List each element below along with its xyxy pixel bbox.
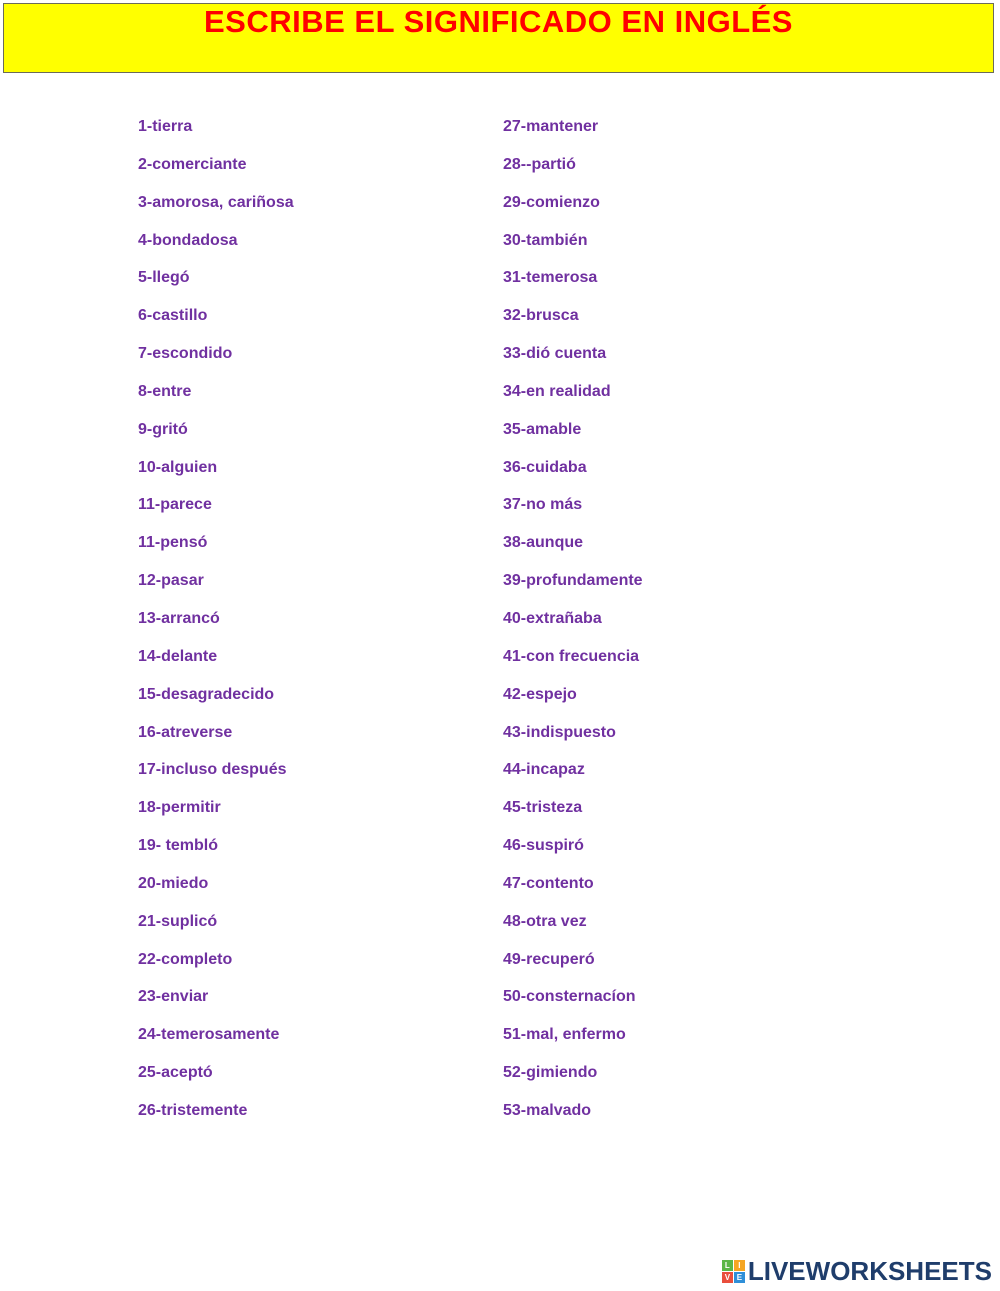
vocabulary-item: 53-malvado bbox=[503, 1101, 592, 1119]
vocabulary-item: 21-suplicó bbox=[138, 912, 218, 930]
logo-text: LIVEWORKSHEETS bbox=[747, 1256, 992, 1286]
vocabulary-item: 34-en realidad bbox=[503, 382, 611, 400]
vocabulary-item: 5-llegó bbox=[138, 269, 190, 287]
vocabulary-item: 37-no más bbox=[503, 496, 583, 514]
vocabulary-list-right bbox=[503, 116, 643, 1138]
vocabulary-item: 48-otra vez bbox=[503, 912, 587, 930]
vocabulary-item: 15-desagradecido bbox=[138, 685, 275, 703]
vocabulary-item: 3-amorosa, cariñosa bbox=[138, 193, 294, 211]
vocabulary-item: 14-delante bbox=[138, 647, 218, 665]
vocabulary-item: 1-tierra bbox=[138, 118, 193, 135]
vocabulary-item: 44-incapaz bbox=[503, 761, 585, 779]
logo-mark-cell: L bbox=[722, 1260, 733, 1271]
logo-mark-cell: V bbox=[722, 1272, 733, 1283]
vocabulary-item: 38-aunque bbox=[503, 534, 584, 552]
vocabulary-item: 33-dió cuenta bbox=[503, 345, 607, 363]
vocabulary-item: 46-suspiró bbox=[503, 837, 584, 855]
vocabulary-item: 9-gritó bbox=[138, 420, 188, 438]
vocabulary-item: 28--partió bbox=[503, 155, 576, 173]
vocabulary-item: 23-enviar bbox=[138, 988, 209, 1006]
vocabulary-item: 13-arrancó bbox=[138, 609, 220, 627]
liveworksheets-logo-icon bbox=[722, 1260, 745, 1283]
vocabulary-item: 18-permitir bbox=[138, 799, 221, 817]
vocabulary-item: 26-tristemente bbox=[138, 1101, 248, 1119]
vocabulary-item: 12-pasar bbox=[138, 572, 204, 590]
vocabulary-item: 49-recuperó bbox=[503, 950, 595, 968]
vocabulary-item: 10-alguien bbox=[138, 458, 218, 476]
vocabulary-item: 51-mal, enfermo bbox=[503, 1026, 626, 1044]
vocabulary-item: 11-pensó bbox=[138, 534, 208, 552]
page-title: ESCRIBE EL SIGNIFICADO EN INGLÉS bbox=[203, 3, 793, 39]
vocabulary-item: 43-indispuesto bbox=[503, 723, 616, 741]
vocabulary-item: 24-temerosamente bbox=[138, 1026, 280, 1044]
vocabulary-item: 50-consternacíon bbox=[503, 988, 636, 1006]
vocabulary-item: 35-amable bbox=[503, 420, 582, 438]
vocabulary-item: 20-miedo bbox=[138, 874, 209, 892]
vocabulary-item: 36-cuidaba bbox=[503, 458, 587, 476]
logo-mark-cell: E bbox=[734, 1272, 745, 1283]
logo-mark-cell: I bbox=[734, 1260, 745, 1271]
vocabulary-item: 6-castillo bbox=[138, 307, 208, 325]
vocabulary-item: 22-completo bbox=[138, 950, 233, 968]
vocabulary-item: 47-contento bbox=[503, 874, 594, 892]
vocabulary-item: 42-espejo bbox=[503, 685, 577, 703]
vocabulary-item: 45-tristeza bbox=[503, 799, 583, 817]
vocabulary-item: 41-con frecuencia bbox=[503, 647, 640, 665]
vocabulary-item: 25-aceptó bbox=[138, 1064, 213, 1082]
vocabulary-item: 8-entre bbox=[138, 382, 192, 400]
vocabulary-item: 17-incluso después bbox=[138, 761, 287, 779]
liveworksheets-logo bbox=[722, 1256, 992, 1287]
title-banner bbox=[3, 3, 994, 73]
vocabulary-item: 11-parece bbox=[138, 496, 212, 514]
vocabulary-item: 16-atreverse bbox=[138, 723, 233, 741]
vocabulary-item: 52-gimiendo bbox=[503, 1064, 598, 1082]
vocabulary-item: 31-temerosa bbox=[503, 269, 598, 287]
vocabulary-item: 29-comienzo bbox=[503, 193, 600, 211]
vocabulary-item: 2-comerciante bbox=[138, 155, 247, 173]
vocabulary-item: 32-brusca bbox=[503, 307, 579, 325]
vocabulary-item: 27-mantener bbox=[503, 118, 599, 135]
vocabulary-item: 4-bondadosa bbox=[138, 231, 238, 249]
vocabulary-item: 40-extrañaba bbox=[503, 609, 602, 627]
vocabulary-list-left bbox=[138, 116, 294, 1138]
vocabulary-item: 19- tembló bbox=[138, 837, 219, 855]
vocabulary-item: 7-escondido bbox=[138, 345, 233, 363]
vocabulary-item: 39-profundamente bbox=[503, 572, 643, 590]
vocabulary-item: 30-también bbox=[503, 231, 588, 249]
